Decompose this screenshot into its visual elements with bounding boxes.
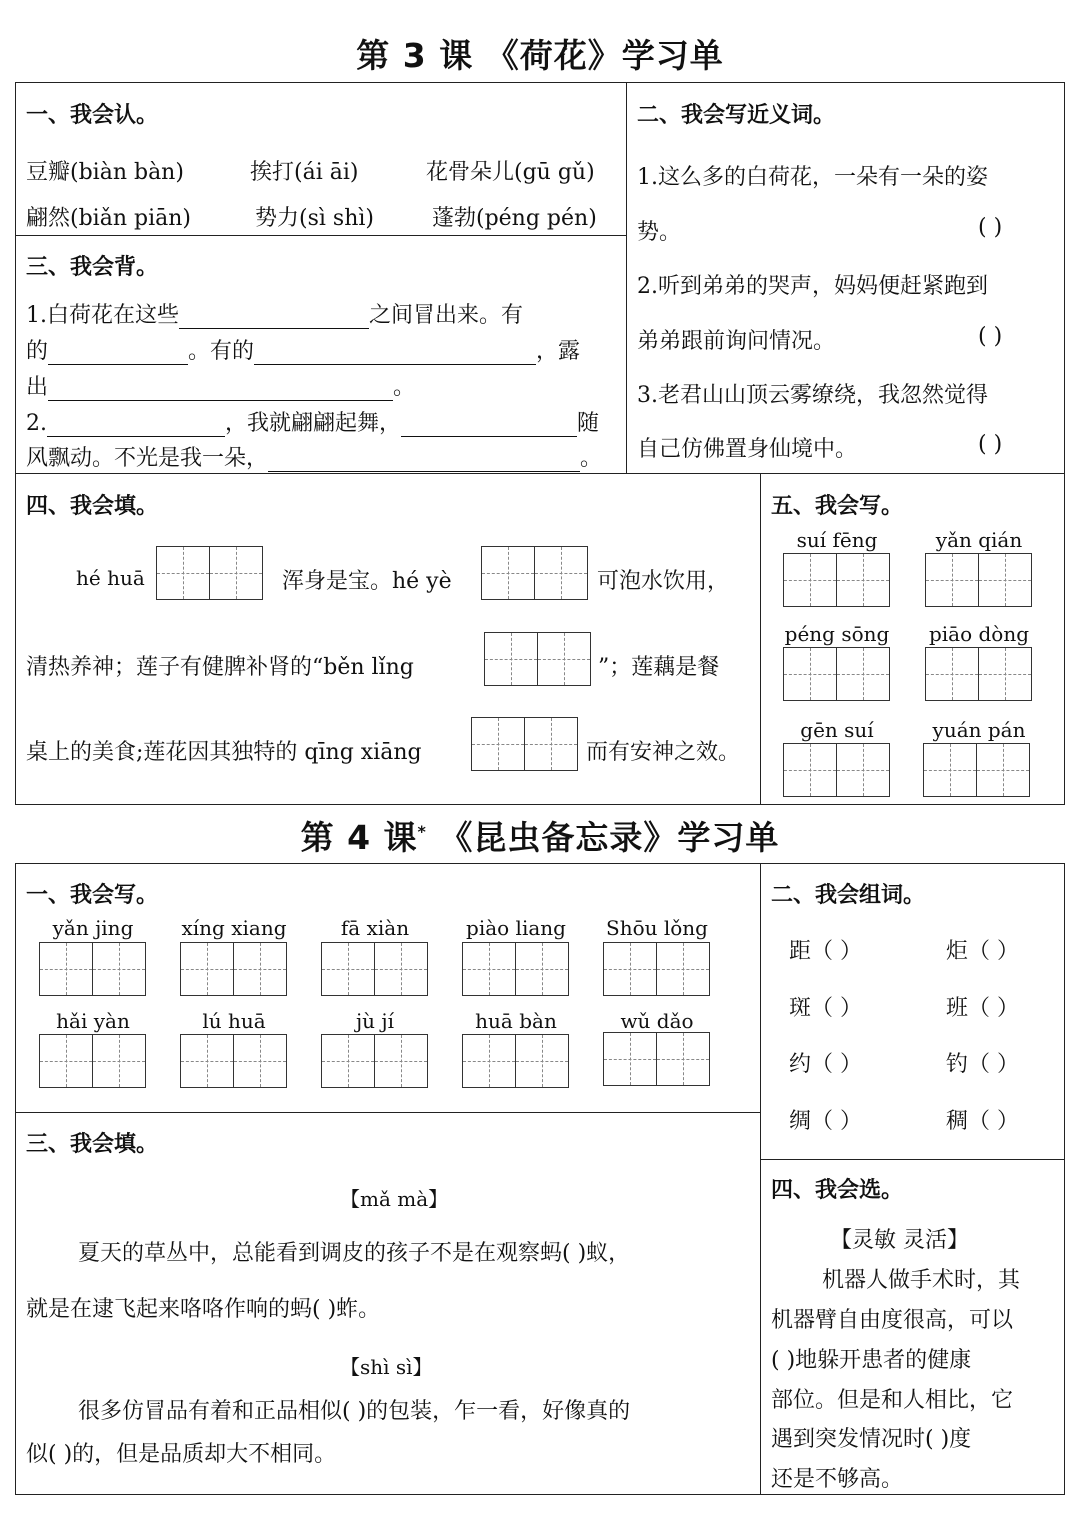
section-recite-heading: 三、我会背。 bbox=[26, 255, 159, 280]
writing-grid[interactable] bbox=[180, 1034, 285, 1088]
l4-section-write-heading: 一、我会写。 bbox=[26, 883, 159, 908]
writing-grid[interactable] bbox=[180, 942, 285, 996]
pinyin-label: lú huā bbox=[202, 1009, 266, 1033]
synonym-line: 弟弟跟前询问情况。 bbox=[637, 329, 836, 354]
section-synonyms-heading: 二、我会写近义词。 bbox=[637, 103, 836, 128]
recognize-item: 蓬勃(péng pén) bbox=[432, 206, 597, 231]
pinyin-label: huā bàn bbox=[475, 1009, 557, 1033]
writing-grid[interactable] bbox=[321, 1034, 426, 1088]
writing-grid[interactable] bbox=[39, 942, 144, 996]
compose-item: 稠（ ） bbox=[946, 1109, 1019, 1134]
fill-sentence: 就是在逮飞起来咯咯作响的蚂( )蚱。 bbox=[26, 1297, 381, 1322]
recognize-item: 翩然(biǎn piān) bbox=[26, 206, 191, 231]
writing-grid[interactable] bbox=[462, 942, 567, 996]
pinyin-label: fā xiàn bbox=[340, 916, 410, 940]
recite-line-2: 的 。有的 ，露 bbox=[26, 339, 581, 364]
writing-grid[interactable] bbox=[783, 553, 888, 607]
fill-text: 清热养神；莲子有健脾补肾的“běn lǐng bbox=[26, 655, 414, 680]
fill-blank[interactable] bbox=[268, 449, 580, 472]
recite-line-3: 出 。 bbox=[26, 375, 416, 400]
synonym-line: 3.老君山山顶云雾缭绕，我忽然觉得 bbox=[637, 383, 988, 408]
recognize-item: 势力(sì shì) bbox=[255, 206, 374, 231]
fill-text: ”；莲藕是餐 bbox=[598, 655, 720, 680]
choose-line: 还是不够高。 bbox=[771, 1467, 904, 1492]
recite-line-5: 风飘动。不光是我一朵， 。 bbox=[26, 446, 603, 471]
writing-grid[interactable] bbox=[39, 1034, 144, 1088]
pinyin-label: wǔ dǎo bbox=[620, 1009, 694, 1033]
choose-line: ( )地躲开患者的健康 bbox=[771, 1348, 972, 1373]
option-bracket: 【mǎ mà】 bbox=[340, 1187, 449, 1211]
fill-sentence: 似( )的，但是品质却大不相同。 bbox=[26, 1442, 337, 1467]
choose-line: 部位。但是和人相比，它 bbox=[771, 1388, 1014, 1413]
pinyin-label: gēn suí bbox=[800, 718, 874, 742]
fill-blank[interactable] bbox=[48, 378, 393, 401]
writing-grid[interactable] bbox=[783, 647, 888, 701]
option-bracket: 【shì sì】 bbox=[340, 1355, 433, 1379]
writing-grid[interactable] bbox=[783, 743, 888, 797]
pinyin-label: xíng xiang bbox=[181, 916, 287, 940]
choose-line: 机器臂自由度很高，可以 bbox=[771, 1308, 1014, 1333]
l4-section-choose-heading: 四、我会选。 bbox=[771, 1178, 904, 1203]
synonym-line: 2.听到弟弟的哭声，妈妈便赶紧跑到 bbox=[637, 274, 988, 299]
fill-blank[interactable] bbox=[179, 306, 369, 329]
section-write-heading: 五、我会写。 bbox=[771, 494, 904, 519]
compose-item: 距（ ） bbox=[789, 939, 862, 964]
fill-blank[interactable] bbox=[401, 414, 577, 437]
synonym-line: 势。 bbox=[637, 220, 682, 245]
recognize-item: 豆瓣(biàn bàn) bbox=[26, 160, 184, 185]
compose-item: 班（ ） bbox=[946, 996, 1019, 1021]
fill-blank[interactable] bbox=[254, 342, 536, 365]
pinyin-label: yǎn jing bbox=[52, 916, 134, 940]
writing-grid[interactable] bbox=[462, 1034, 567, 1088]
section-recognize-heading: 一、我会认。 bbox=[26, 103, 159, 128]
writing-grid[interactable] bbox=[925, 553, 1030, 607]
pinyin-label: piāo dòng bbox=[928, 622, 1030, 646]
writing-grid[interactable] bbox=[603, 1032, 708, 1086]
pinyin-label: suí fēng bbox=[796, 528, 878, 552]
compose-item: 钓（ ） bbox=[946, 1052, 1019, 1077]
recognize-item: 挨打(ái āi) bbox=[250, 160, 359, 185]
compose-item: 斑（ ） bbox=[789, 996, 862, 1021]
answer-paren: ( ) bbox=[978, 432, 1003, 457]
fill-text: 而有安神之效。 bbox=[586, 740, 741, 765]
pinyin-label: yuán pán bbox=[932, 718, 1026, 742]
pinyin-label: péng sōng bbox=[784, 622, 890, 646]
choose-line: 遇到突发情况时( )度 bbox=[771, 1427, 972, 1452]
lesson4-title: 第 4 课* 《昆虫备忘录》学习单 bbox=[300, 818, 780, 857]
writing-grid[interactable] bbox=[484, 632, 589, 686]
fill-blank[interactable] bbox=[48, 342, 188, 365]
section-fill-heading: 四、我会填。 bbox=[26, 494, 159, 519]
writing-grid[interactable] bbox=[481, 546, 586, 600]
l4-section-compose-heading: 二、我会组词。 bbox=[771, 883, 926, 908]
writing-grid[interactable] bbox=[923, 743, 1028, 797]
choose-line: 机器人做手术时，其 bbox=[822, 1268, 1021, 1293]
fill-sentence: 夏天的草丛中，总能看到调皮的孩子不是在观察蚂( )蚁， bbox=[78, 1241, 631, 1266]
synonym-line: 自己仿佛置身仙境中。 bbox=[637, 437, 858, 462]
compose-item: 约（ ） bbox=[789, 1052, 862, 1077]
fill-text: 可泡水饮用， bbox=[597, 569, 730, 594]
pinyin-label: jù jí bbox=[355, 1009, 395, 1033]
recite-line-1: 1.白荷花在这些 之间冒出来。有 bbox=[26, 303, 524, 328]
option-bracket: 【灵敏 灵活】 bbox=[830, 1228, 969, 1253]
pinyin-hint: hé huā bbox=[76, 566, 145, 590]
fill-text: 桌上的美食;莲花因其独特的 qīng xiāng bbox=[26, 740, 422, 765]
fill-text: 浑身是宝。hé yè bbox=[282, 569, 452, 594]
compose-item: 绸（ ） bbox=[789, 1109, 862, 1134]
writing-grid[interactable] bbox=[321, 942, 426, 996]
writing-grid[interactable] bbox=[603, 942, 708, 996]
compose-item: 炬（ ） bbox=[946, 939, 1019, 964]
answer-paren: ( ) bbox=[978, 324, 1003, 349]
answer-paren: ( ) bbox=[978, 215, 1003, 240]
pinyin-label: yǎn qián bbox=[935, 528, 1023, 552]
pinyin-label: Shōu lǒng bbox=[606, 916, 708, 940]
pinyin-label: piào liang bbox=[466, 916, 566, 940]
writing-grid[interactable] bbox=[471, 717, 576, 771]
l4-section-fill-heading: 三、我会填。 bbox=[26, 1132, 159, 1157]
recite-line-4: 2. ，我就翩翩起舞， 随 bbox=[26, 411, 600, 436]
fill-blank[interactable] bbox=[47, 414, 225, 437]
recognize-item: 花骨朵儿(gū gǔ) bbox=[426, 160, 595, 185]
writing-grid[interactable] bbox=[925, 647, 1030, 701]
writing-grid[interactable] bbox=[156, 546, 261, 600]
fill-sentence: 很多仿冒品有着和正品相似( )的包装，乍一看，好像真的 bbox=[78, 1399, 631, 1424]
lesson3-title: 第 3 课 《荷花》学习单 bbox=[356, 36, 724, 75]
synonym-line: 1.这么多的白荷花，一朵有一朵的姿 bbox=[637, 165, 988, 190]
pinyin-label: hǎi yàn bbox=[56, 1009, 130, 1033]
